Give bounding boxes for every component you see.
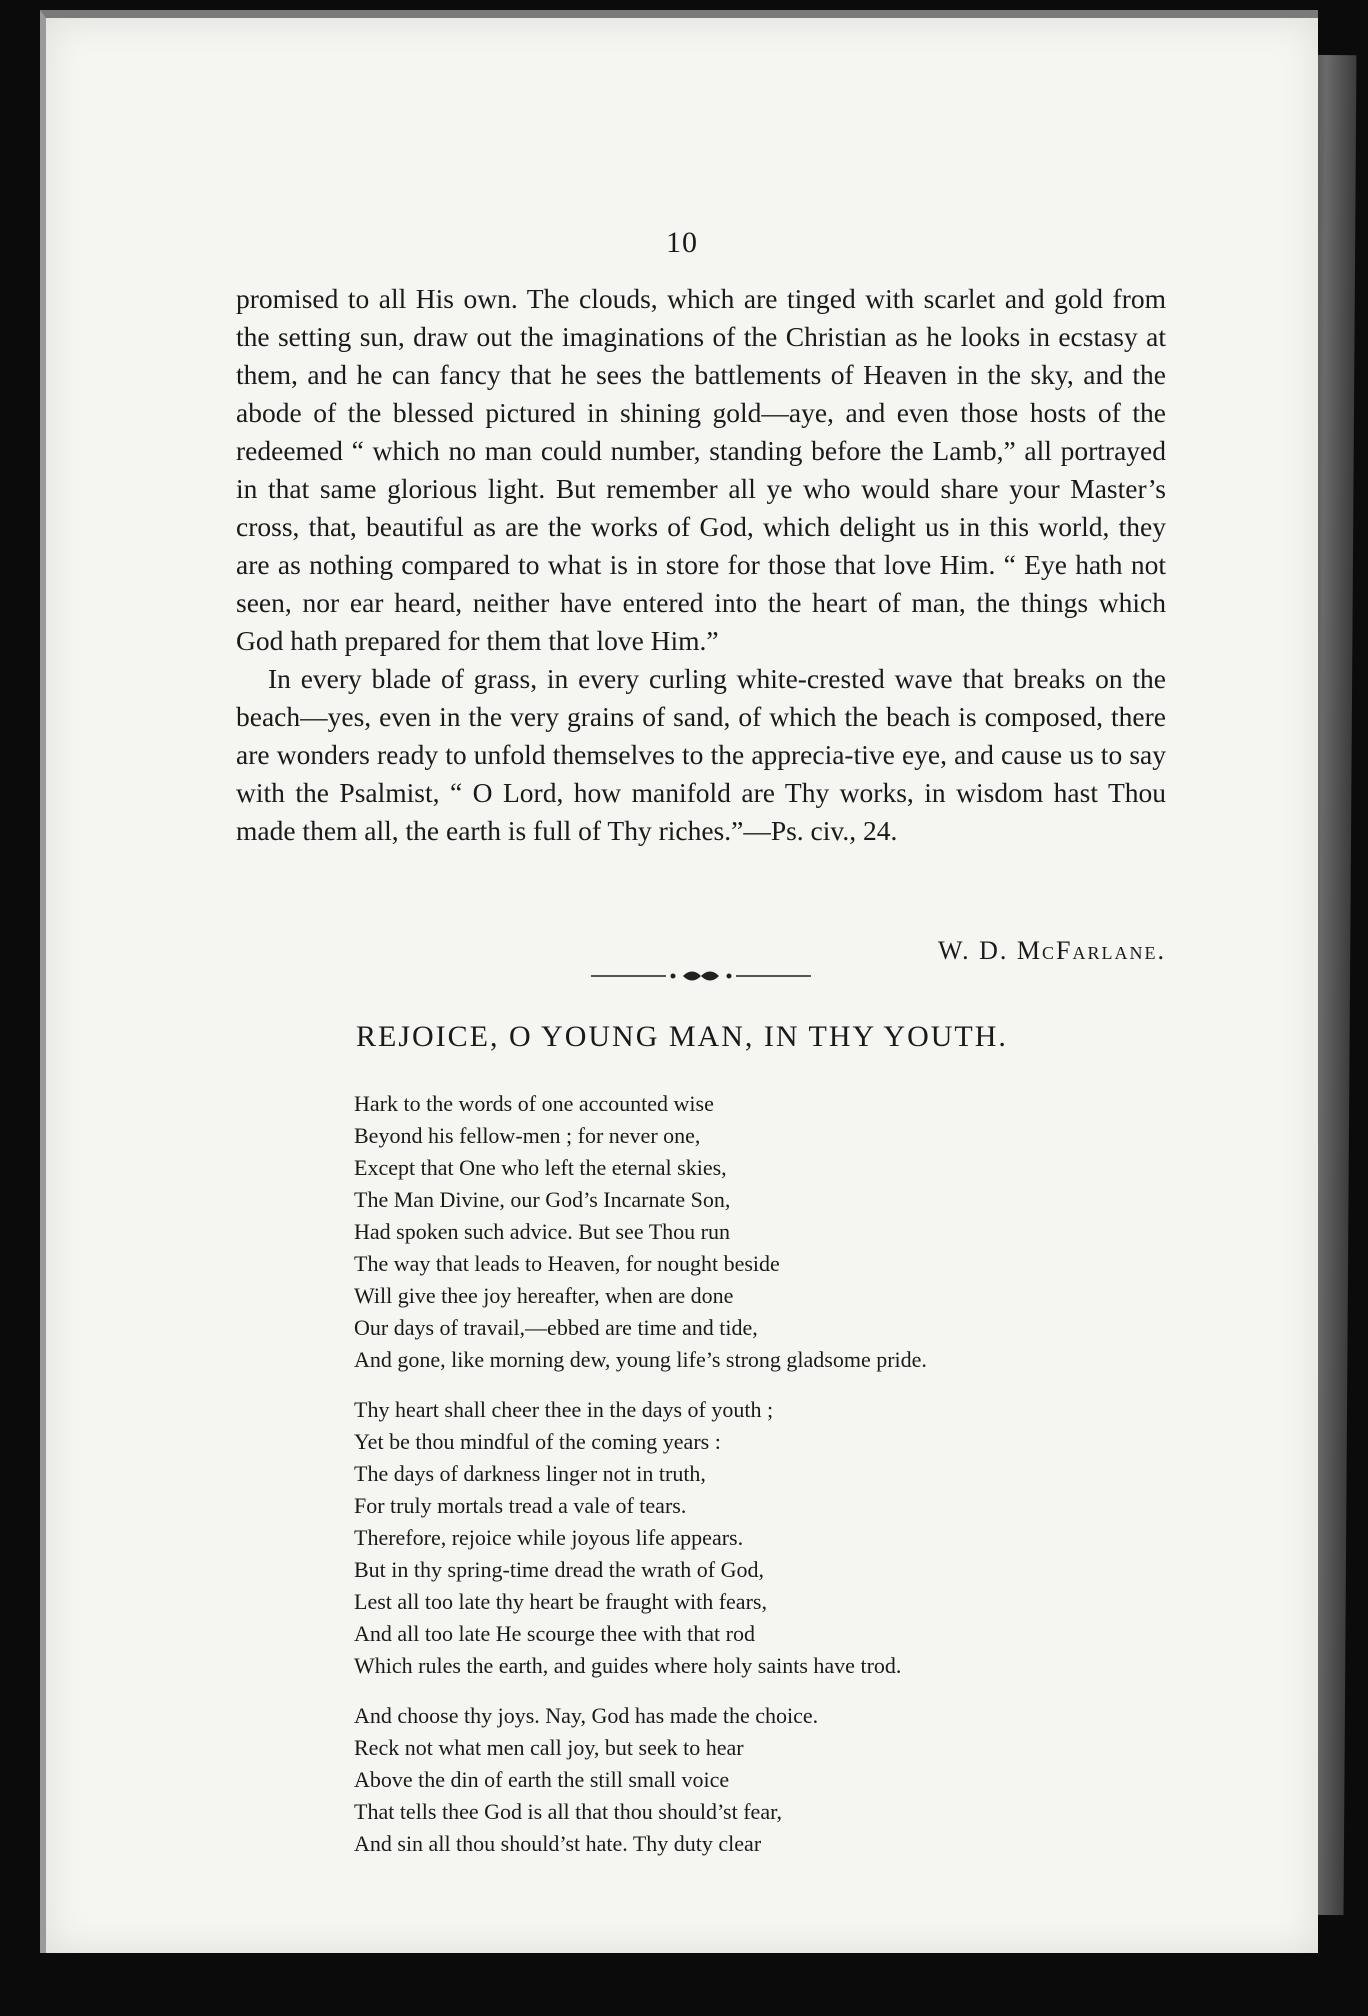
- poem-title: REJOICE, O YOUNG MAN, IN THY YOUTH.: [356, 1020, 1008, 1053]
- poem-line: And choose thy joys. Nay, God has made the choice.: [354, 1703, 819, 1728]
- poem-line: Yet be thou mindful of the coming years :: [354, 1429, 721, 1454]
- poem-stanza: [354, 1088, 1114, 1376]
- poem-body: [354, 1088, 1114, 1878]
- poem-line: For truly mortals tread a vale of tears.: [354, 1493, 687, 1518]
- section-divider-ornament: [591, 966, 811, 986]
- prose-body: [236, 280, 1166, 850]
- poem-line: Therefore, rejoice while joyous life appears.: [354, 1525, 744, 1550]
- poem-stanza: [354, 1700, 1114, 1860]
- poem-line: Except that One who left the eternal skies,: [354, 1155, 727, 1180]
- poem-line: Thy heart shall cheer thee in the days of youth ;: [354, 1397, 774, 1422]
- poem-stanza: [354, 1394, 1114, 1682]
- poem-line: The days of darkness linger not in truth,: [354, 1461, 706, 1486]
- poem-line: Above the din of earth the still small voice: [354, 1767, 730, 1792]
- prose-paragraph-2: In every blade of grass, in every curling white-crested wave that breaks on the beach—yes, even in the very grains of sand, of which the beach is composed, there are wonders ready to unfold themselves to the apprecia-tive eye, and cause us to say with the Psalmist, “ O Lord, how manifold are Thy works, in wisdom hast Thou made them all, the earth is full of Thy riches.”—Ps. civ., 24.: [236, 663, 1166, 846]
- poem-line: The Man Divine, our God’s Incarnate Son,: [354, 1187, 731, 1212]
- poem-line: And sin all thou should’st hate. Thy duty clear: [354, 1831, 762, 1856]
- poem-line: Which rules the earth, and guides where holy saints have trod.: [354, 1653, 902, 1678]
- poem-line: Reck not what men call joy, but seek to hear: [354, 1735, 744, 1760]
- page-number: 10: [666, 226, 698, 259]
- book-page: [40, 10, 1318, 1953]
- poem-line: And all too late He scourge thee with that rod: [354, 1621, 755, 1646]
- poem-line: Beyond his fellow-men ; for never one,: [354, 1123, 701, 1148]
- poem-line: Our days of travail,—ebbed are time and tide,: [354, 1315, 758, 1340]
- prose-paragraph-1: promised to all His own. The clouds, which are tinged with scarlet and gold from the setting sun, draw out the imaginations of the Christian as he looks in ecstasy at them, and he can fancy that he sees the battlements of Heaven in the sky, and the abode of the blessed pictured in shining gold—aye, and even those hosts of the redeemed “ which no man could number, standing before the Lamb,” all portrayed in that same glorious light. But remember all ye who would share your Master’s cross, that, beautiful as are the works of God, which delight us in this world, they are as nothing compared to what is in store for those that love Him. “ Eye hath not seen, nor ear heard, neither have entered into the heart of man, the things which God hath prepared for them that love Him.”: [236, 283, 1166, 656]
- poem-line: Will give thee joy hereafter, when are done: [354, 1283, 734, 1308]
- poem-line: Had spoken such advice. But see Thou run: [354, 1219, 730, 1244]
- poem-line: Hark to the words of one accounted wise: [354, 1091, 714, 1116]
- poem-line: But in thy spring-time dread the wrath of God,: [354, 1557, 764, 1582]
- poem-line: And gone, like morning dew, young life’s strong gladsome pride.: [354, 1347, 927, 1372]
- poem-line: That tells thee God is all that thou should’st fear,: [354, 1799, 783, 1824]
- poem-line: Lest all too late thy heart be fraught with fears,: [354, 1589, 767, 1614]
- author-signature: [746, 936, 1166, 966]
- author-name: W. D. McFarlane.: [937, 936, 1166, 965]
- poem-line: The way that leads to Heaven, for nought beside: [354, 1251, 780, 1276]
